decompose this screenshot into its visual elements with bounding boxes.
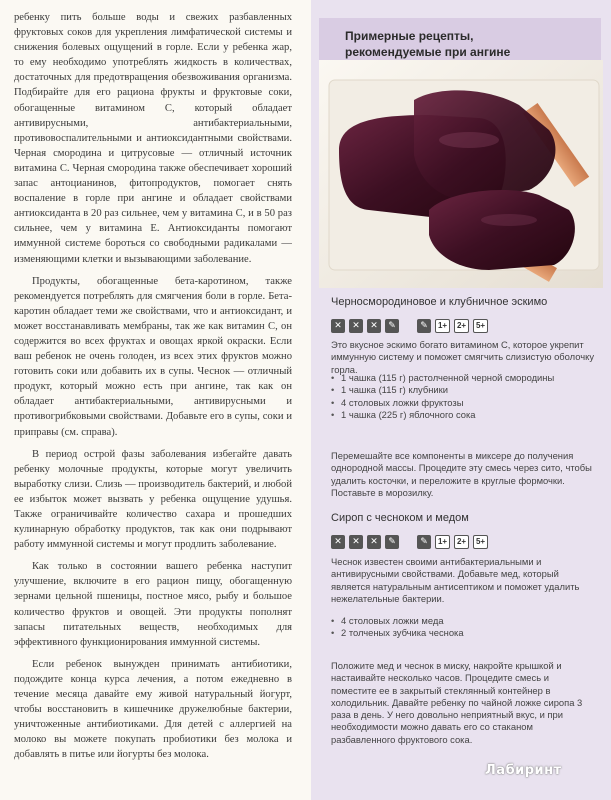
no-nuts-icon: ✕ [367,319,381,333]
no-egg-icon: ✎ [385,535,399,549]
recipe-1-description: Это вкусное эскимо богато витамином С, которое укрепит иммунную систему и поможет смягчить слизистую оболочку горла. [331,339,595,375]
no-wheat-icon: ✕ [349,319,363,333]
age-badge-1: 1+ [435,535,450,549]
paragraph-5: Если ребенок вынужден принимать антибиотики, подождите конца курса лечения, а потом ежедневно в течение месяца давайте ему живой натуральный йогурт, чтобы восстановить в кишечнике дружелюбные бактерии, уничтоженные антибиотиками. Для детей с аллергией на молоко вы можете покупать пробиотики без молока и добавлять в питье или йогурты без молока. [14,658,292,761]
labirint-logo: Лабиринт [485,763,562,778]
paragraph-2: Продукты, обогащенные бета-каротином, также рекомендуется потреблять для смягчения боли в горле. Бета-каротин обладает теми же свойствами, что и антиоксидант, и может восстанавливать мембраны, так же как витамин С, он содержится во всех фруктах и овощах яркой окраски. Если ваш ребенок не очень голоден, из всех этих фруктов можно готовить соки или добавить их в супы. Чеснок — отличный продукт, который можно есть при ангине, так как он обладает антибактериальными, антивирусными и противогрибковыми свойствами. Добавьте его в супы, соки и приправы (см. справа). [14,275,292,438]
recipe-1-title: Черносмородиновое и клубничное эскимо [331,296,548,308]
recipe-2-ingredients [331,615,596,640]
sidebar-title-line1: Примерные рецепты, [345,29,474,43]
no-dairy-icon: ✕ [331,535,345,549]
recipe-2-description: Чеснок известен своими антибактериальными и антивирусными свойствами. Добавьте мед, который является натуральным антисептиком и поможет удалить нежелательные бактерии. [331,556,580,604]
main-text-column [14,10,292,790]
age-badge-2: 2+ [454,319,469,333]
paragraph-4: Как только в состоянии вашего ребенка наступит улучшение, включите в его рацион пищу, обогащенную зернами цельной пшеницы, постное мясо, рыбу и большое количество фруктов и овощей. Эти продукты пополнят запасы питательных веществ, необходимых для эффективного функционирования иммунной системы. [14,561,292,648]
recipe-1-icons [331,318,488,334]
ingredient: • 1 чашка (115 г) клубники [331,384,596,396]
age-badge-5: 5+ [473,535,488,549]
age-badge-2: 2+ [454,535,469,549]
no-dairy-icon: ✕ [331,319,345,333]
age-badge-5: 5+ [473,319,488,333]
recipe-2-icons [331,534,488,550]
recipe-2-title: Сироп с чесноком и медом [331,512,469,524]
recipe-1-ingredients [331,372,596,422]
no-nuts-icon: ✕ [367,535,381,549]
popsicle-photo [319,60,603,288]
recipe-1-method: Перемешайте все компоненты в миксере до получения однородной массы. Процедите эту смесь через сито, чтобы удалить косточки, и переложите в круглые формочки. Поставьте в морозилку. [331,450,592,498]
no-egg-icon: ✎ [385,319,399,333]
recipe-sidebar [311,0,611,800]
ingredient: • 2 толченых зубчика чеснока [331,627,596,639]
paragraph-3: В период острой фазы заболевания избегайте давать ребенку молочные продукты, которые могут увеличить выработку слизи. Слизь — производитель бактерий, и любой ее избыток может вызвать у ребенка ощущение удушья. Также ограничивайте количество сахара и прошедших кулинарную обработку продуктов, так как они подрывают работу иммунной системы и могут продлить заболевание. [14,448,292,551]
age-badge-1: 1+ [435,319,450,333]
ingredient: • 1 чашка (115 г) растолченной черной смородины [331,372,596,384]
sidebar-title-line2: рекомендуемые при ангине [345,45,511,59]
ingredient: • 1 чашка (225 г) яблочного сока [331,409,596,421]
no-wheat-icon: ✕ [349,535,363,549]
ingredient: • 4 столовых ложки меда [331,615,596,627]
age-icon: ✎ [417,319,431,333]
ingredient: • 4 столовых ложки фруктозы [331,397,596,409]
age-icon: ✎ [417,535,431,549]
paragraph-1: ребенку пить больше воды и свежих разбавленных фруктовых соков для укрепления лимфатической системы и снижения болевых ощущений в горле. Если у ребенка жар, то ему необходимо употреблять жидкость в количествах, достаточных для предотвращения обезвоживания организма. Подбирайте для его рациона фрукты и фруктовые соки, обогащенные витамином С, который обладает антивирусными, антибактериальными, противовоспалительными и антиоксидантными свойствами. Черная смородина и цитрусовые — отличный источник витамина С. Черная смородина также обеспечивает хороший запас антоцианинов, фитопродуктов, помогает снять воспаление в горле при ангине и обладает свойствами антиоксиданта в 20 раз сильнее, чем у витамина С, и в 50 раз сильнее, чем у витамина Е. Антиоксиданты помогают иммунной системе бороться со свободными радикалами — изменяющими клетки и вызывающими заболевание. [14,12,292,265]
recipe-2-method: Положите мед и чеснок в миску, накройте крышкой и настаивайте несколько часов. Процедите смесь и поместите ее в закрытый стеклянный контейнер в холодильник. Давайте ребенку по чайной ложке сиропа 3 раза в день. У него довольно неприятный вкус, и при необходимости можно давать его со стаканом разбавленного фруктового сока. [331,660,583,745]
popsicle-illustration [319,60,603,288]
